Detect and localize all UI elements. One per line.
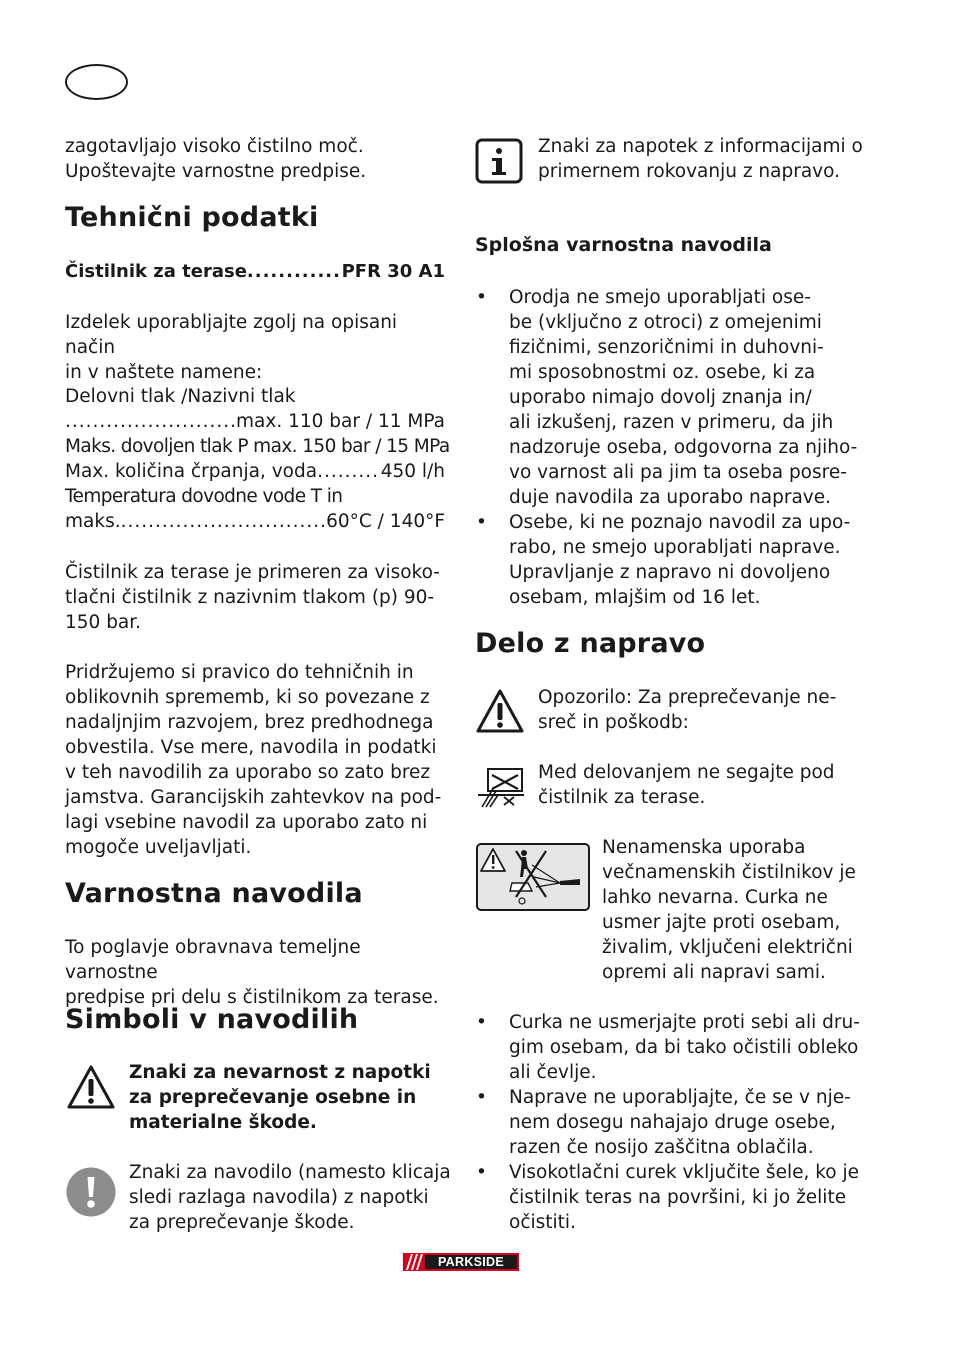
instruction-line: sledi razlaga navodila) z napotki [129, 1187, 429, 1208]
work-heading: Delo z napravo [475, 628, 706, 659]
rights-line: mogoče uveljavljati. [65, 837, 252, 858]
rights-line: oblikovnih sprememb, ki so povezane z [65, 687, 430, 708]
instruction-exclamation-circle-icon [66, 1167, 116, 1217]
info-line: primernem rokovanju z napravo. [538, 161, 840, 182]
list-item-line: gim osebam, da bi tako očistili obleko [509, 1037, 859, 1058]
spec-row-flow-rate [65, 459, 445, 484]
list-item-line: • Curka ne usmerjajte proti sebi ali dru- [509, 1012, 860, 1033]
product-label: Čistilnik za terase [65, 261, 247, 282]
spec-row-working-pressure [65, 409, 445, 434]
product-row [65, 259, 445, 284]
warning-line: Opozorilo: Za preprečevanje ne- [538, 687, 837, 708]
warning-triangle-icon [475, 688, 525, 734]
misuse-line: Nenamenska uporaba [602, 837, 806, 858]
list-item-line: razen če nosijo zaščitna oblačila. [509, 1137, 814, 1158]
spec-value: 450 l/h [380, 461, 445, 482]
danger-line: Znaki za nevarnost z napotki [129, 1062, 431, 1083]
instruction-symbol-text [129, 1160, 459, 1235]
spec-label: maks. [65, 511, 121, 532]
list-item-line: duje navodila za uporabo naprave. [509, 487, 831, 508]
general-safety-heading: Splošna varnostna navodila [475, 234, 772, 256]
spec-label-working-pressure: Delovni tlak /Nazivni tlak [65, 386, 296, 407]
rights-line: nadaljnjim razvojem, brez predhodnega [65, 712, 434, 733]
spec-label-temperature: Temperatura dovodne vode T in [65, 486, 343, 507]
rights-line: obvestila. Vse mere, navodila in podatki [65, 737, 437, 758]
list-item-line: be (vključno z otroci) z omejenimi [509, 312, 822, 333]
list-item-line: osebam, mlajšim od 16 let. [509, 587, 761, 608]
danger-symbol-text [129, 1060, 459, 1135]
list-item-line: rabo, ne smejo uporabljati naprave. [509, 537, 841, 558]
spec-label: Max. količina črpanja, voda [65, 461, 318, 482]
hand-warning-line: čistilnik za terase. [538, 787, 706, 808]
instruction-line: za preprečevanje škode. [129, 1212, 355, 1233]
brand-stripes-icon [403, 1253, 425, 1271]
suitability-line: 150 bar. [65, 612, 142, 633]
misuse-line: usmer jajte proti osebam, [602, 912, 841, 933]
safety-line: predpise pri delu s čistilnikom za terase. [65, 987, 439, 1008]
spec-row-temperature [65, 509, 445, 534]
instruction-line: Znaki za navodilo (namesto klicaja [129, 1162, 451, 1183]
danger-line: materialne škode. [129, 1112, 317, 1133]
list-item-line: očistiti. [509, 1212, 576, 1233]
spec-table [65, 384, 450, 534]
list-item-line: • Naprave ne uporabljajte, če se v nje- [509, 1087, 851, 1108]
hand-warning-text [538, 760, 868, 810]
list-item [474, 1085, 869, 1160]
usage-line: Izdelek uporabljajte zgolj na opisani način [65, 312, 398, 358]
misuse-line: lahko nevarna. Curka ne [602, 887, 828, 908]
spec-text: Maks. dovoljen tlak P max. 150 bar / 15 MPa [65, 436, 450, 457]
list-item [474, 510, 864, 610]
misuse-line: opremi ali napravi sami. [602, 962, 826, 983]
no-hands-under-device-icon [474, 765, 530, 809]
list-item-line: nadzoruje oseba, odgovorna za njiho- [509, 437, 858, 458]
warning-triangle-icon [66, 1064, 116, 1110]
list-item [474, 285, 864, 510]
list-item-line: Upravljanje z napravo ni dovoljeno [509, 562, 831, 583]
leader-dots [317, 459, 381, 484]
list-item-line: nem dosegu nahajajo druge osebe, [509, 1112, 836, 1133]
rights-line: Pridržujemo si pravico do tehničnih in [65, 662, 414, 683]
leader-dots [65, 409, 236, 434]
misuse-line: večnamenskih čistilnikov je [602, 862, 856, 883]
warning-text [538, 685, 868, 735]
suitability-line: tlačni čistilnik z nazivnim tlakom (p) 90- [65, 587, 435, 608]
list-item-line: • Osebe, ki ne poznajo navodil za upo- [509, 512, 851, 533]
rights-line: v teh navodilih za uporabo so zato brez [65, 762, 431, 783]
work-safety-list [474, 1010, 869, 1235]
intro-line: Upoštevajte varnostne predpise. [65, 161, 367, 182]
rights-line: lagi vsebine navodil za uporabo zato ni [65, 812, 428, 833]
brand-name: PARKSIDE [425, 1255, 517, 1269]
suitability-paragraph [65, 560, 450, 635]
info-symbol-text [538, 134, 868, 184]
intro-paragraph [65, 134, 450, 184]
rights-line: jamstva. Garancijskih zahtevkov na pod- [65, 787, 442, 808]
misuse-line: živalim, vključeni električni [602, 937, 853, 958]
info-i-icon [475, 138, 523, 184]
danger-line: za preprečevanje osebne in [129, 1087, 417, 1108]
misuse-text [602, 835, 872, 985]
list-item-line: mi sposobnostmi oz. osebe, ki za [509, 362, 816, 383]
language-indicator-oval [65, 64, 128, 100]
product-model: PFR 30 A1 [341, 261, 445, 282]
leader-dots [247, 259, 342, 284]
misuse-warning-pictogram-icon [476, 843, 590, 911]
info-line: Znaki za napotek z informacijami o [538, 136, 863, 157]
tech-data-heading: Tehnični podatki [65, 202, 319, 233]
list-item-line: fizičnimi, senzoričnimi in duhovni- [509, 337, 824, 358]
list-item-line: uporabo nimajo dovolj znanja in/ [509, 387, 812, 408]
warning-line: sreč in poškodb: [538, 712, 689, 733]
spec-value: 60°C / 140°F [326, 511, 445, 532]
safety-heading: Varnostna navodila [65, 878, 363, 909]
usage-paragraph [65, 310, 450, 385]
hand-warning-line: Med delovanjem ne segajte pod [538, 762, 835, 783]
parkside-logo [403, 1253, 519, 1271]
list-item-line: ali izkušenj, razen v primeru, da jih [509, 412, 834, 433]
intro-line: zagotavljajo visoko čistilno moč. [65, 136, 364, 157]
list-item-line: • Visokotlačni curek vključite šele, ko je [509, 1162, 860, 1183]
safety-line: To poglavje obravnava temeljne varnostne [65, 937, 361, 983]
spec-row-max-pressure [65, 434, 450, 459]
list-item-line: čistilnik teras na površini, ki jo želite [509, 1187, 847, 1208]
list-item-line: • Orodja ne smejo uporabljati ose- [509, 287, 811, 308]
spec-value: max. 110 bar / 11 MPa [236, 411, 445, 432]
list-item-line: vo varnost ali pa jim ta oseba posre- [509, 462, 847, 483]
list-item [474, 1010, 869, 1085]
list-item [474, 1160, 869, 1235]
usage-line: in v naštete namene: [65, 362, 263, 383]
leader-dots [121, 509, 327, 534]
symbols-heading: Simboli v navodilih [65, 1004, 359, 1035]
list-item-line: ali čevlje. [509, 1062, 597, 1083]
safety-paragraph [65, 935, 450, 1010]
general-safety-list [474, 285, 864, 610]
rights-paragraph [65, 660, 450, 860]
suitability-line: Čistilnik za terase je primeren za visoko- [65, 562, 440, 583]
